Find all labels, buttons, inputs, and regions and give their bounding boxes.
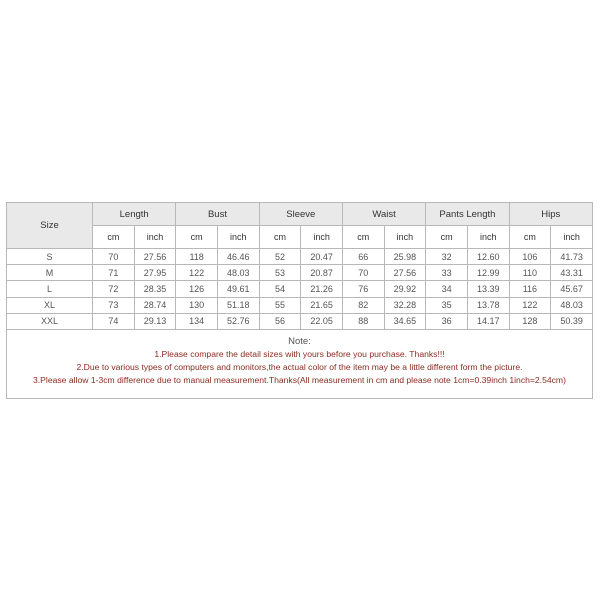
table-cell: 36 xyxy=(426,313,468,329)
table-cell: 27.56 xyxy=(134,249,176,265)
table-cell: 126 xyxy=(176,281,218,297)
table-row-xl xyxy=(7,297,593,313)
table-cell: 46.46 xyxy=(217,249,259,265)
table-cell: 72 xyxy=(93,281,135,297)
size-label: L xyxy=(7,281,93,297)
length-header: Length xyxy=(93,203,176,226)
table-cell: 116 xyxy=(509,281,551,297)
size-label: S xyxy=(7,249,93,265)
table-cell: 50.39 xyxy=(551,313,593,329)
table-cell: 29.92 xyxy=(384,281,426,297)
table-cell: 27.95 xyxy=(134,265,176,281)
table-cell: 53 xyxy=(259,265,301,281)
table-cell: 110 xyxy=(509,265,551,281)
unit-cm: cm xyxy=(426,226,468,249)
table-cell: 45.67 xyxy=(551,281,593,297)
table-cell: 70 xyxy=(93,249,135,265)
unit-cm: cm xyxy=(509,226,551,249)
table-cell: 52.76 xyxy=(217,313,259,329)
size-label: XXL xyxy=(7,313,93,329)
table-cell: 118 xyxy=(176,249,218,265)
table-cell: 56 xyxy=(259,313,301,329)
table-cell: 49.61 xyxy=(217,281,259,297)
table-cell: 12.60 xyxy=(467,249,509,265)
bust-header: Bust xyxy=(176,203,259,226)
unit-inch: inch xyxy=(134,226,176,249)
table-cell: 28.74 xyxy=(134,297,176,313)
table-cell: 28.35 xyxy=(134,281,176,297)
table-cell: 27.56 xyxy=(384,265,426,281)
table-cell: 52 xyxy=(259,249,301,265)
table-cell: 20.87 xyxy=(301,265,343,281)
sleeve-header: Sleeve xyxy=(259,203,342,226)
unit-inch: inch xyxy=(301,226,343,249)
table-row-s xyxy=(7,249,593,265)
table-cell: 34.65 xyxy=(384,313,426,329)
table-cell: 71 xyxy=(93,265,135,281)
waist-header: Waist xyxy=(342,203,425,226)
table-row-l xyxy=(7,281,593,297)
note-title: Note: xyxy=(288,335,311,347)
table-cell: 12.99 xyxy=(467,265,509,281)
notes-box xyxy=(6,330,593,399)
table-cell: 82 xyxy=(342,297,384,313)
table-cell: 41.73 xyxy=(551,249,593,265)
unit-inch: inch xyxy=(217,226,259,249)
unit-cm: cm xyxy=(93,226,135,249)
table-cell: 76 xyxy=(342,281,384,297)
table-cell: 55 xyxy=(259,297,301,313)
table-cell: 20.47 xyxy=(301,249,343,265)
table-cell: 13.78 xyxy=(467,297,509,313)
table-cell: 128 xyxy=(509,313,551,329)
size-label: M xyxy=(7,265,93,281)
unit-cm: cm xyxy=(176,226,218,249)
table-cell: 122 xyxy=(176,265,218,281)
note-line-3: 3.Please allow 1-3cm difference due to manual measurement.Thanks(All measurement in cm and please note 1cm=0.39inch 1inch=2.54cm) xyxy=(33,374,566,385)
table-cell: 54 xyxy=(259,281,301,297)
table-cell: 106 xyxy=(509,249,551,265)
table-cell: 13.39 xyxy=(467,281,509,297)
unit-inch: inch xyxy=(467,226,509,249)
table-cell: 66 xyxy=(342,249,384,265)
table-cell: 43.31 xyxy=(551,265,593,281)
table-body xyxy=(7,249,593,330)
table-cell: 29.13 xyxy=(134,313,176,329)
table-cell: 33 xyxy=(426,265,468,281)
size-chart xyxy=(6,202,593,399)
table-cell: 48.03 xyxy=(551,297,593,313)
table-row-m xyxy=(7,265,593,281)
table-cell: 22.05 xyxy=(301,313,343,329)
table-cell: 21.26 xyxy=(301,281,343,297)
table-cell: 25.98 xyxy=(384,249,426,265)
note-line-1: 1.Please compare the detail sizes with yours before you purchase. Thanks!!! xyxy=(154,348,445,359)
header-unit-row xyxy=(7,226,593,249)
header-group-row xyxy=(7,203,593,226)
size-table xyxy=(6,202,593,330)
hips-header: Hips xyxy=(509,203,592,226)
table-row-xxl xyxy=(7,313,593,329)
table-cell: 35 xyxy=(426,297,468,313)
unit-inch: inch xyxy=(551,226,593,249)
table-cell: 32 xyxy=(426,249,468,265)
size-label: XL xyxy=(7,297,93,313)
table-cell: 32.28 xyxy=(384,297,426,313)
table-cell: 88 xyxy=(342,313,384,329)
unit-inch: inch xyxy=(384,226,426,249)
table-cell: 21.65 xyxy=(301,297,343,313)
table-cell: 134 xyxy=(176,313,218,329)
size-column-header: Size xyxy=(7,203,93,249)
table-cell: 70 xyxy=(342,265,384,281)
table-cell: 51.18 xyxy=(217,297,259,313)
table-cell: 34 xyxy=(426,281,468,297)
pants-length-header: Pants Length xyxy=(426,203,509,226)
table-cell: 73 xyxy=(93,297,135,313)
table-cell: 74 xyxy=(93,313,135,329)
unit-cm: cm xyxy=(259,226,301,249)
table-cell: 122 xyxy=(509,297,551,313)
table-cell: 130 xyxy=(176,297,218,313)
unit-cm: cm xyxy=(342,226,384,249)
note-line-2: 2.Due to various types of computers and monitors,the actual color of the item may be a little different form the picture. xyxy=(76,361,523,372)
table-cell: 14.17 xyxy=(467,313,509,329)
table-cell: 48.03 xyxy=(217,265,259,281)
